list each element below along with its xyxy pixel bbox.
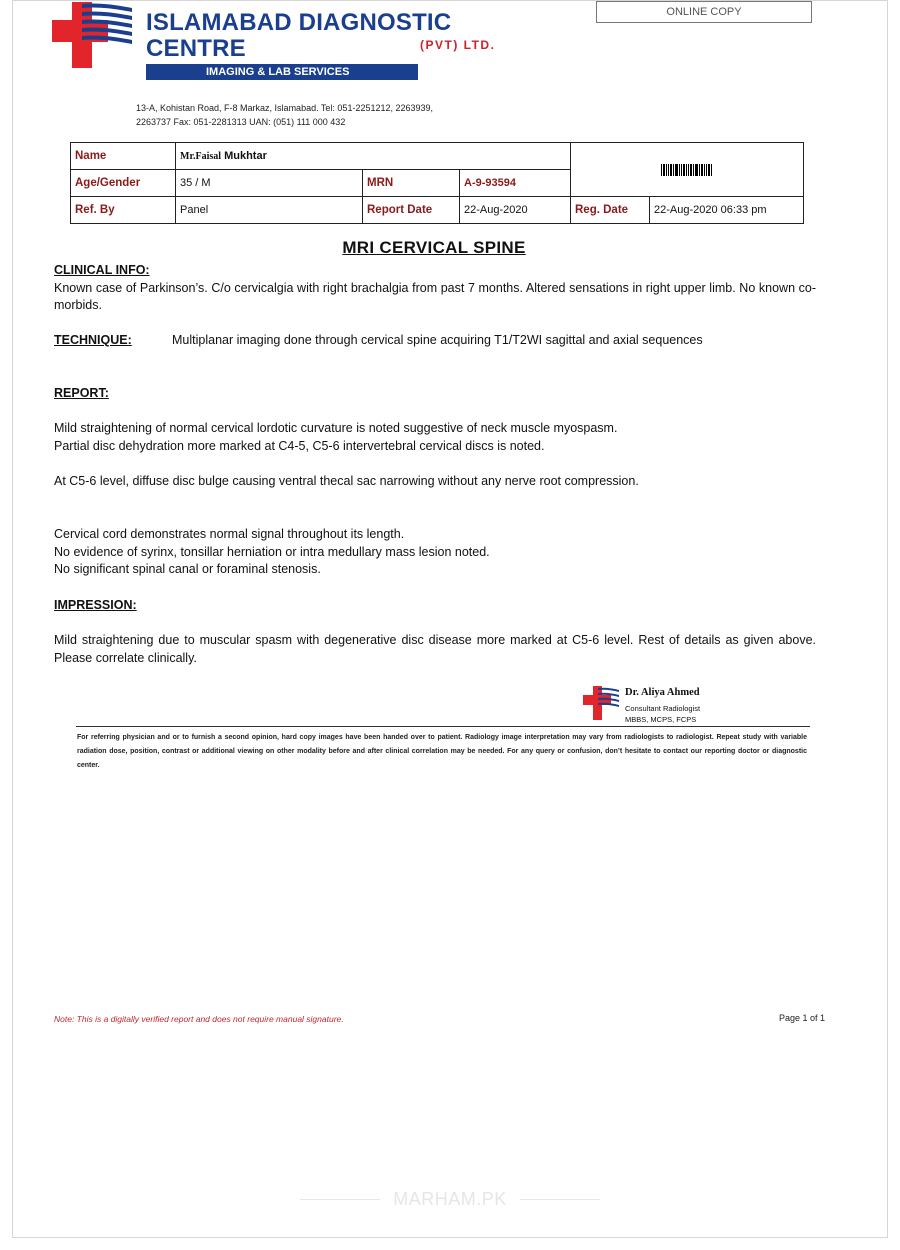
findings-block-3 — [54, 526, 816, 579]
technique-heading: TECHNIQUE: — [54, 333, 132, 347]
finding-1: Mild straightening of normal cervical lordotic curvature is noted suggestive of neck muscle myospasm. — [54, 421, 618, 435]
findings-block-2 — [54, 473, 816, 491]
name-value — [176, 143, 571, 170]
doctor-name: Dr. Aliya Ahmed — [625, 687, 700, 698]
brand-block — [146, 10, 506, 80]
clinical-info-heading: CLINICAL INFO: — [54, 263, 150, 277]
disclaimer-text: For referring physician and or to furnish a second opinion, hard copy images have been handed over to patient. Radiology image interpretation may vary from radiologists to radiologist. Repeat study with variable radiation dose, position, contrast or additional viewing on other modality before and after clinical correlation may be needed. For any query or confusion, don’t hesitate to contact our reporting doctor or diagnostic center. — [77, 734, 807, 769]
report-heading: REPORT: — [54, 386, 109, 400]
watermark: MARHAM.PK — [393, 1189, 507, 1209]
mrn-value: A-9-93594 — [460, 170, 571, 197]
finding-3: At C5-6 level, diffuse disc bulge causing ventral thecal sac narrowing without any nerve root compression. — [54, 474, 639, 488]
technique-text: Multiplanar imaging done through cervical spine acquiring T1/T2WI sagittal and axial sequences — [172, 333, 703, 347]
ref-by-label: Ref. By — [71, 197, 176, 224]
report-heading-block — [54, 385, 816, 403]
page-number: Page 1 of 1 — [779, 1013, 826, 1023]
clinical-info-text: Known case of Parkinson’s. C/o cervicalgia with right brachalgia from past 7 months. Altered sensations in right upper limb. No known co-morbids. — [54, 280, 816, 312]
finding-5: No evidence of syrinx, tonsillar herniation or intra medullary mass lesion noted. — [54, 544, 490, 559]
impression-text: Mild straightening due to muscular spasm with degenerative disc disease more marked at C5-6 level. Rest of details as given above. Please correlate clinically. — [54, 633, 816, 665]
barcode-cell — [571, 143, 804, 197]
digital-verification-note: Note: This is a digitally verified report and does not require manual signature. — [54, 1014, 344, 1024]
doctor-qualifications: MBBS, MCPS, FCPS — [625, 715, 697, 724]
address-line-2: 2263737 Fax: 051-2281313 UAN: (051) 111 000 432 — [136, 117, 346, 127]
footer-divider — [76, 726, 810, 727]
online-copy-badge: ONLINE COPY — [596, 1, 812, 23]
brand-subtitle: IMAGING & LAB SERVICES — [146, 64, 418, 80]
brand-title: ISLAMABAD DIAGNOSTIC CENTRE — [146, 9, 452, 62]
reg-date-value: 22-Aug-2020 06:33 pm — [650, 197, 804, 224]
watermark-block — [300, 1184, 600, 1214]
barcode-icon — [661, 164, 713, 176]
name-surname: Mukhtar — [224, 150, 267, 162]
brand-suffix: (PVT) LTD. — [420, 38, 496, 52]
impression-block — [54, 632, 816, 667]
clinical-info-section — [54, 262, 816, 315]
name-prefix: Mr.Faisal — [180, 151, 222, 162]
age-gender-value: 35 / M — [176, 170, 363, 197]
name-label: Name — [71, 143, 176, 170]
mrn-label: MRN — [363, 170, 460, 197]
report-title: MRI CERVICAL SPINE — [342, 238, 526, 257]
report-date-label: Report Date — [363, 197, 460, 224]
address — [136, 101, 476, 129]
technique-section — [54, 332, 816, 350]
finding-6: No significant spinal canal or foraminal stenosis. — [54, 562, 321, 576]
doctor-title: Consultant Radiologist — [625, 704, 701, 713]
age-gender-label: Age/Gender — [71, 170, 176, 197]
impression-heading: IMPRESSION: — [54, 598, 137, 612]
hospital-cross-logo-icon — [52, 0, 134, 70]
findings-block-1 — [54, 420, 816, 455]
report-date-value: 22-Aug-2020 — [460, 197, 571, 224]
patient-info-table — [70, 142, 804, 224]
reg-date-label: Reg. Date — [571, 197, 650, 224]
impression-heading-block — [54, 597, 816, 615]
address-line-1: 13-A, Kohistan Road, F-8 Markaz, Islamabad. Tel: 051-2251212, 2263939, — [136, 103, 434, 113]
signature-logo-icon — [583, 685, 619, 721]
finding-4: Cervical cord demonstrates normal signal throughout its length. — [54, 527, 405, 541]
finding-2: Partial disc dehydration more marked at C4-5, C5-6 intervertebral cervical discs is noted. — [54, 438, 545, 453]
ref-by-value: Panel — [176, 197, 363, 224]
